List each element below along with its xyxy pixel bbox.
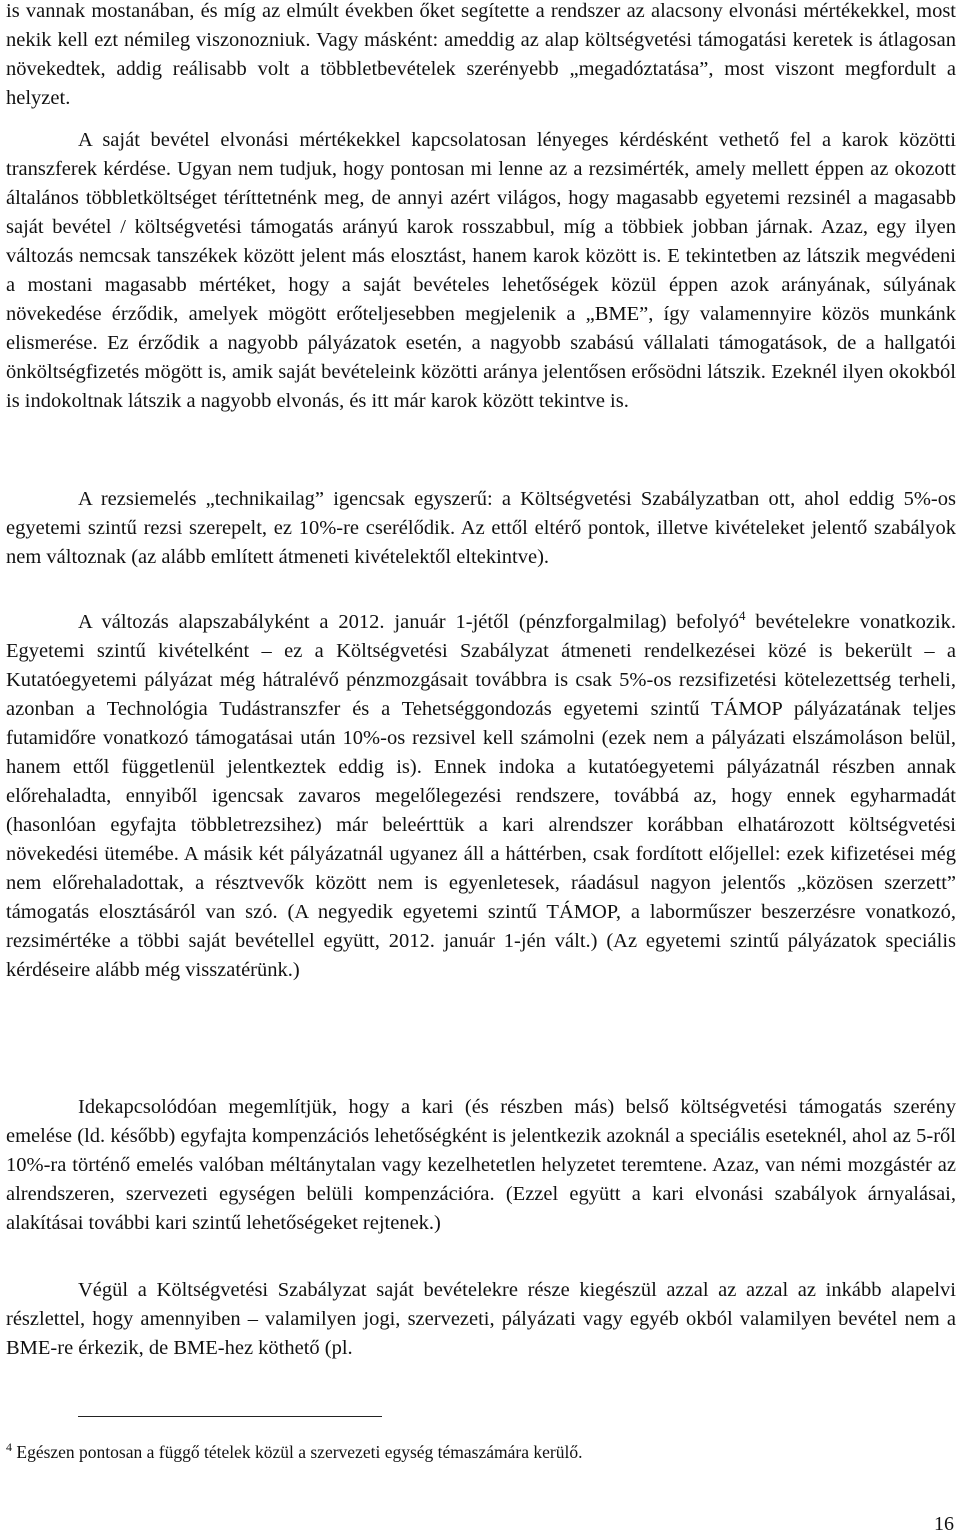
paragraph-change-rule-body: bevételekre vonatkozik. Egyetemi szintű kivételként – ez a Költségvetési Szabályzat átmeneti rendelkezései közé is bekerült – a Kutatóegyetemi pályázat még hátralévő pénzmozgásait továbbra is csak 5%-os rezsifizetési kötelezettség terheli, azonban a Technológia Tudástranszfer és a Tehetséggondozás egyetemi szintű TÁMOP pályázatának teljes futamidőre vonatkozó támogatásai után 10%-os rezsivel kell számolni (ezek nem a pályázati elszámoláson belül, hanem ettől függetlenül jelentkeztek eddig is). Ennek indoka a kutatóegyetemi pályázatnál részben annak előrehaladta, ennyiből igencsak zavaros megelőlegezési rendszere, továbbá az, hogy ennek egyharmadát (hasonlóan egyfajta többletrezsihez) már beleérttük a kari alrendszer korábban elhatározott költségvetési növekedési ütemébe. A másik két pályázatnál ugyanez áll a háttérben, csak fordított előjellel: ezek kifizetései még nem előrehaladottak, a résztvevők között nem is egyenletesek, ráadásul nagyon jelentős „közösen szerzett” támogatás elosztásáról van szó. (A negyedik egyetemi szintű TÁMOP, a laborműszer beszerzésre vonatkozó, rezsimértéke a többi saját bevétellel együtt, 2012. január 1-jén vált.) (Az egyetemi szintű pályázatok speciális kérdéseire alább még visszatérünk.) [6, 611, 956, 981]
footnote [6, 1440, 946, 1464]
paragraph-continuation: is vannak mostanában, és míg az elmúlt években őket segítette a rendszer az alacsony elvonási mértékekkel, most nekik kell ezt némileg viszonozniuk. Vagy másként: ameddig az alap költségvetési támogatási keretek is átlagosan növekedtek, addig reálisabb volt a többletbevételek szerényebb „megadóztatása”, most viszont megfordult a helyzet. [6, 0, 956, 109]
paragraph-change-rule [6, 608, 956, 985]
paragraph-final: Végül a Költségvetési Szabályzat saját bevételekre része kiegészül azzal az azzal az inkább alapelvi részlettel, hogy amennyiben – valamilyen jogi, szervezeti, pályázati vagy egyéb okból valamilyen bevétel nem a BME-re érkezik, de BME-hez köthető (pl. [6, 1279, 956, 1359]
page-number: 16 [934, 1513, 954, 1535]
footnote-marker: 4 [6, 1440, 12, 1455]
paragraph-transfers: A saját bevétel elvonási mértékekkel kapcsolatosan lényeges kérdésként vethető fel a karok közötti transzferek kérdése. Ugyan nem tudjuk, hogy pontosan mi lenne az a rezsimérték, amely mellett éppen az okozott általános többletköltséget téríttetnénk meg, de annyi azért világos, hogy magasabb egyetemi rezsinél a magasabb saját bevétel / költségvetési támogatás arányú karok rosszabbul, míg a többiek jobban járnak. Azaz, egy ilyen változás nemcsak tanszékek között jelent más elosztást, hanem karok között is. E tekintetben az látszik megvédeni a mostani magasabb mértéket, hogy a saját bevételes lehetőségek közül éppen azok arányának, súlyának növekedése érződik, amelyek mögött erőteljesebben megjelenik a „BME”, így valamennyire közös munkánk elismerése. Ez érződik a nagyobb pályázatok esetén, a nagyobb szabású vállalati támogatások, de a hallgatói önköltségfizetés mögött is, amik saját bevételeink közötti aránya jelentősen erősödni látszik. Ezeknél ilyen okokból is indokoltnak látszik a nagyobb elvonás, és itt már karok között tekintve is. [6, 129, 956, 412]
footnote-separator [78, 1416, 382, 1417]
paragraph-change-rule-lead: A változás alapszabályként a 2012. január 1-jétől (pénzforgalmilag) befolyó [78, 611, 740, 633]
footnote-text: Egészen pontosan a függő tételek közül a szervezeti egység témaszámára kerülő. [16, 1442, 583, 1462]
paragraph-compensation: Idekapcsolódóan megemlítjük, hogy a kari (és részben más) belső költségvetési támogatás szerény emelése (ld. később) egyfajta kompenzációs lehetőségként is jelentkezik azoknál a speciális eseteknél, ahol az 5-ről 10%-ra történő emelés valóban méltánytalan vagy kezelhetetlen helyzetet teremtene. Azaz, van némi mozgástér az alrendszeren, szervezeti egységen belüli kompenzációra. (Ezzel együtt a kari elvonási szabályok árnyalásai, alakításai további kari szintű lehetőségeket rejtenek.) [6, 1096, 956, 1234]
footnote-reference: 4 [739, 608, 746, 624]
paragraph-overhead-increase: A rezsiemelés „technikailag” igencsak egyszerű: a Költségvetési Szabályzatban ott, ahol eddig 5%-os egyetemi szintű rezsi szerepelt, ez 10%-re cserélődik. Az ettől eltérő pontok, illetve kivételeket jelentő szabályok nem változnak (az alább említett átmeneti kivételektől eltekintve). [6, 488, 956, 568]
